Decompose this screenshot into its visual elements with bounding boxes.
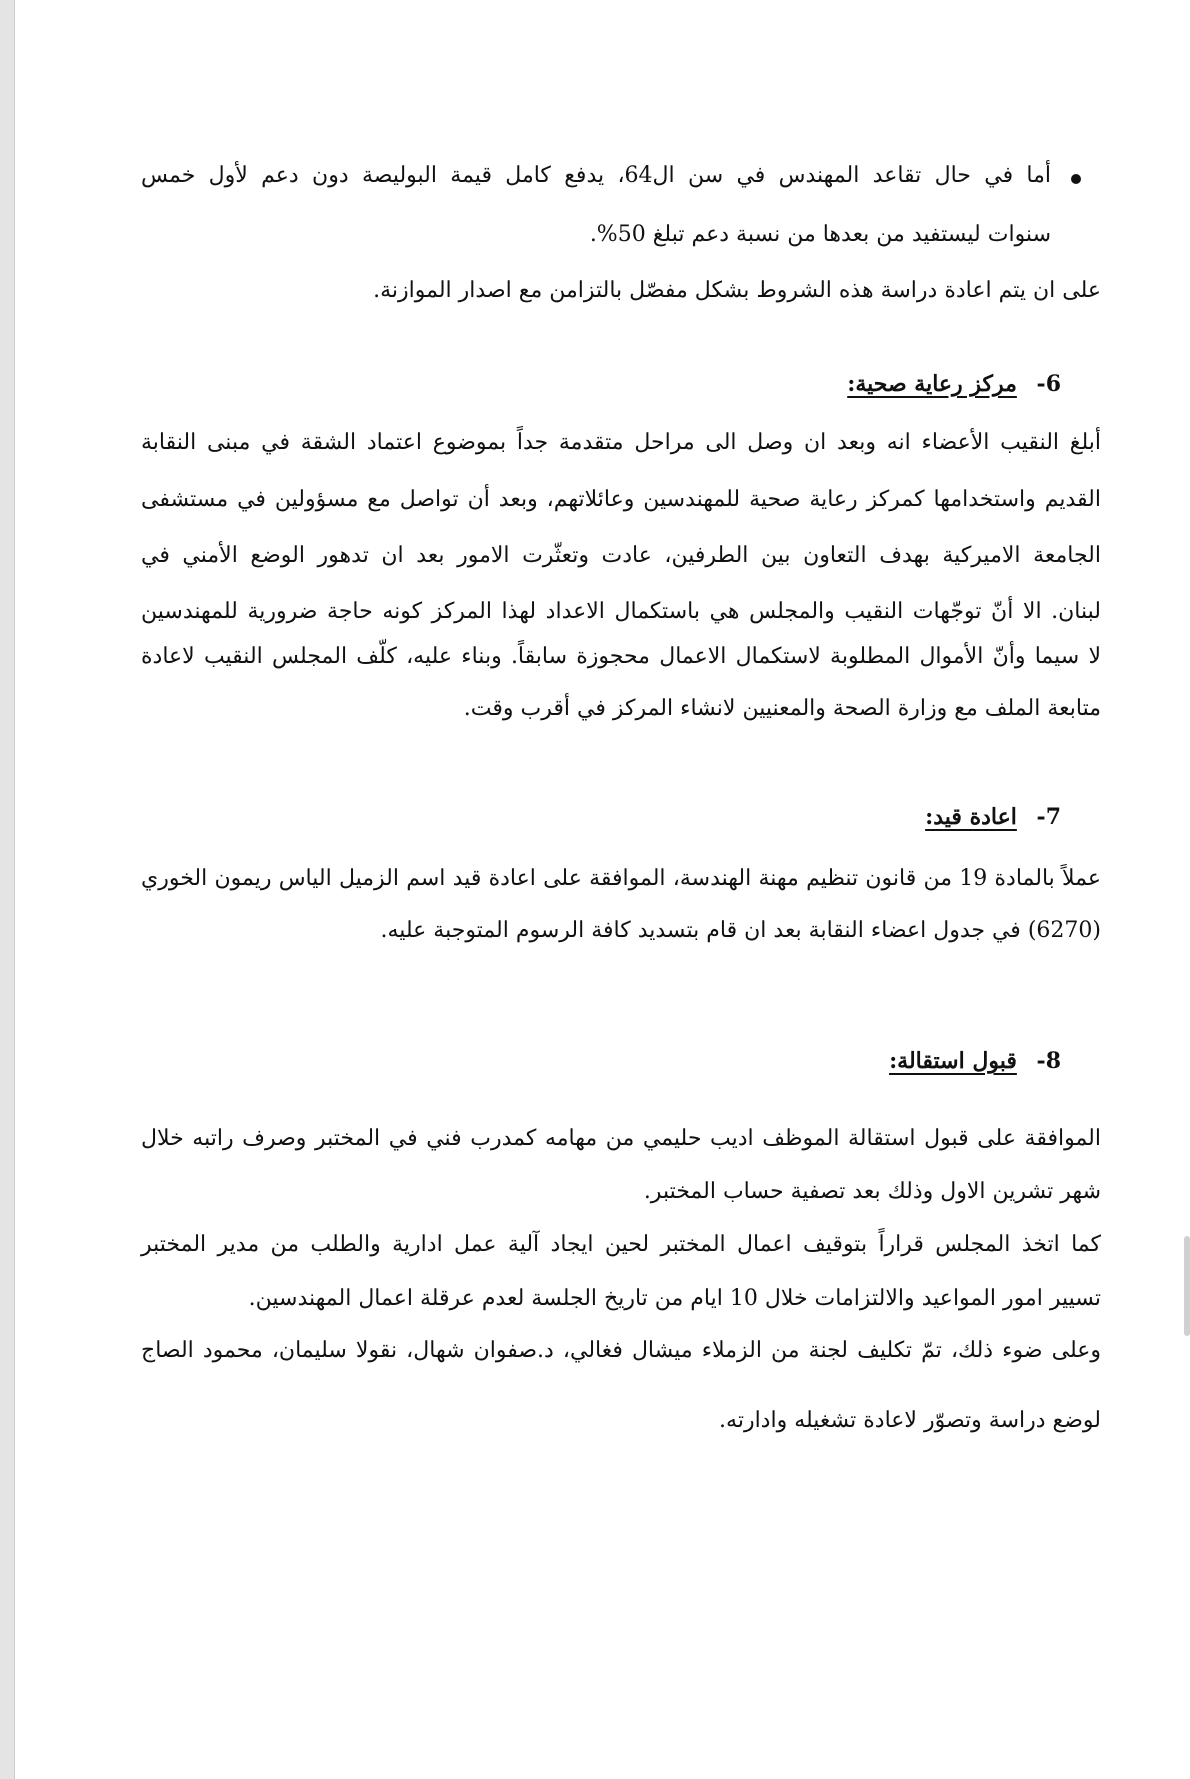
section-heading-8	[889, 1048, 1061, 1074]
bullet-line: سنوات ليستفيد من بعدها من نسبة دعم تبلغ 50%.	[589, 222, 1051, 247]
document-page	[15, 0, 1190, 1779]
scrollbar-handle[interactable]	[1184, 1236, 1190, 1336]
paragraph-line: متابعة الملف مع وزارة الصحة والمعنيين لانشاء المركز في أقرب وقت.	[463, 696, 1101, 721]
paragraph-line: شهر تشرين الاول وذلك بعد تصفية حساب المختبر.	[643, 1179, 1101, 1204]
paragraph-line: كما اتخذ المجلس قراراً بتوقيف اعمال المختبر لحين ايجاد آلية عمل ادارية والطلب من مدير المختبر	[141, 1232, 1101, 1257]
bullet-icon	[1071, 174, 1081, 184]
section-title: اعادة قيد:	[925, 804, 1017, 830]
section-title: قبول استقالة:	[889, 1048, 1017, 1074]
paragraph-line: (6270) في جدول اعضاء النقابة بعد ان قام بتسديد كافة الرسوم المتوجبة عليه.	[380, 918, 1101, 943]
paragraph-line: لبنان. الا أنّ توجّهات النقيب والمجلس هي باستكمال الاعداد لهذا المركز كونه حاجة ضرورية للمهندسين	[141, 599, 1101, 624]
paragraph-line: وعلى ضوء ذلك، تمّ تكليف لجنة من الزملاء ميشال فغالي، د.صفوان شهال، نقولا سليمان، محمود الصاج	[141, 1338, 1101, 1363]
paragraph-line: لا سيما وأنّ الأموال المطلوبة لاستكمال الاعمال محجوزة سابقاً. وبناء عليه، كلّف المجلس النقيب لاعادة	[141, 644, 1101, 669]
paragraph-line: لوضع دراسة وتصوّر لاعادة تشغيله وادارته.	[719, 1408, 1101, 1433]
section-heading-6	[847, 371, 1061, 397]
section-title: مركز رعاية صحية:	[847, 371, 1017, 397]
paragraph-line: القديم واستخدامها كمركز رعاية صحية للمهندسين وعائلاتهم، وبعد أن تواصل مع مسؤولين في مستشفى	[141, 487, 1101, 512]
bullet-line: أما في حال تقاعد المهندس في سن ال64، يدفع كامل قيمة البوليصة دون دعم لأول خمس	[141, 163, 1051, 188]
paragraph-line: عملاً بالمادة 19 من قانون تنظيم مهنة الهندسة، الموافقة على اعادة قيد اسم الزميل الياس ريمون الخوري	[141, 866, 1102, 891]
paragraph-line: الجامعة الاميركية بهدف التعاون بين الطرفين، عادت وتعثّرت الامور بعد ان تدهور الوضع الأمني في	[141, 543, 1101, 568]
section-heading-7	[925, 804, 1061, 830]
section-number: 7-	[1036, 804, 1061, 830]
paragraph-line: أبلغ النقيب الأعضاء انه وبعد ان وصل الى مراحل متقدمة جداً بموضوع اعتماد الشقة في مبنى النقابة	[141, 430, 1101, 455]
bullet-note: على ان يتم اعادة دراسة هذه الشروط بشكل مفصّل بالتزامن مع اصدار الموازنة.	[373, 278, 1101, 303]
window-left-border	[0, 0, 15, 1779]
paragraph-line: تسيير امور المواعيد والالتزامات خلال 10 ايام من تاريخ الجلسة لعدم عرقلة اعمال المهندسين.	[248, 1286, 1101, 1311]
paragraph-line: الموافقة على قبول استقالة الموظف اديب حليمي من مهامه كمدرب فني في المختبر وصرف راتبه خلال	[141, 1126, 1101, 1151]
section-number: 8-	[1036, 1048, 1061, 1074]
section-number: 6-	[1036, 371, 1061, 397]
